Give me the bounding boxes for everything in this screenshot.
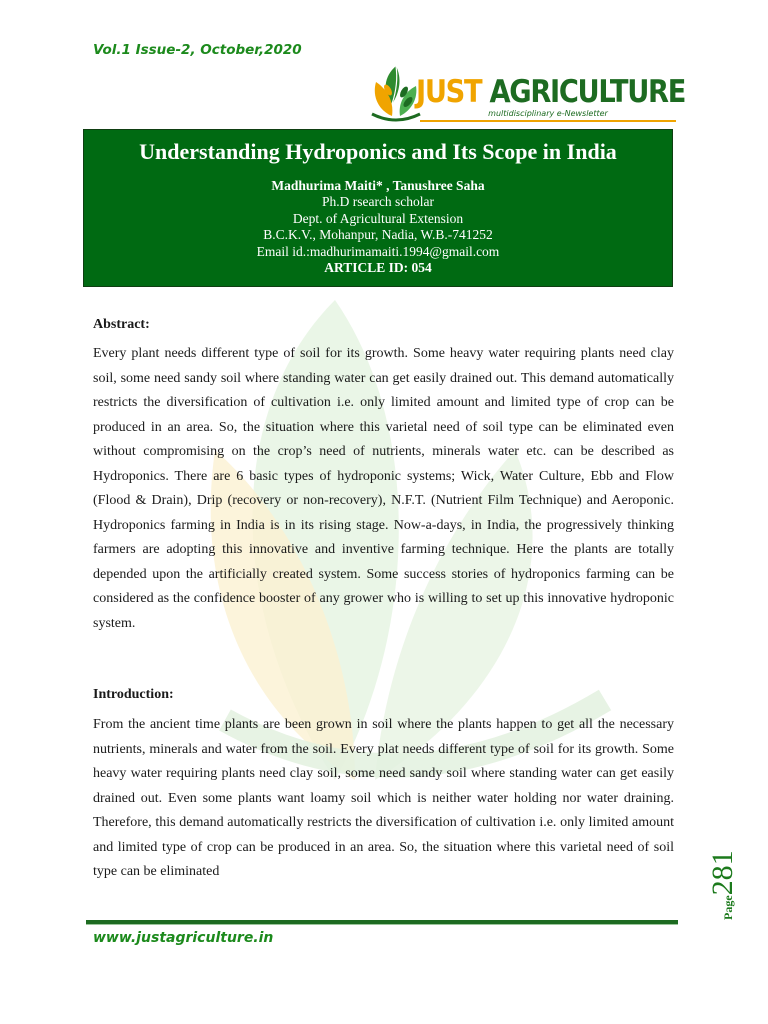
author-email: Email id.:madhurimamaiti.1994@gmail.com [256,243,500,259]
page-label: Page [721,895,735,920]
author-role: Ph.D rsearch scholar [321,194,435,209]
author-department: Dept. of Agricultural Extension [292,210,464,226]
article-title: Understanding Hydroponics and Its Scope in India [139,139,617,164]
abstract-heading: Abstract: [93,317,150,332]
introduction-paragraph: From the ancient time plants are been grown in soil where the plants happen to get all the necessary nutrients, minerals and water from the soil. Every plat needs different type of soil for its growth. Some heavy water requiring plants need clay soil, some need sandy soil where standing water can get easily drained out. Even some plants want loamy soil which is neither water holding nor water draining. Therefore, this demand automatically restricts the diversification of cultivation i.e. only limited amount and limited type of crop can be produced in an area. So, the situation where this varietal need of soil type can be eliminated [93,717,674,879]
logo-wordmark [416,76,685,108]
abstract-paragraph: Every plant needs different type of soil for its growth. Some heavy water requiring plants need clay soil, some need sandy soil where standing water can get easily drained out. This demand automatically restricts the diversification of cultivation i.e. only limited amount and limited type of crop can be produced in an area. So, the situation where this varietal need of soil type can be eliminated even without compromising on the crop’s need of nutrients, minerals water etc. can be described as Hydroponics. There are 6 basic types of hydroponic systems; Wick, Water Culture, Ebb and Flow (Flood & Drain), Drip (recovery or non-recovery), N.F.T. (Nutrient Film Technique) and Aeroponic. Hydroponics farming in India is in its rising stage. Now-a-days, in India, the progressively thinking farmers are adopting this innovative and inventive farming technique. Here the plants are totally depended upon the artificially created system. Some success stories of hydroponics farming can be considered as the confidence booster of any grower who is willing to set up this innovative hydroponic system. [93,346,674,631]
issue-info: Vol.1 Issue-2, October,2020 [93,42,302,58]
logo-tagline: multidisciplinary e-Newsletter [420,108,676,122]
page-digits: 281 [706,850,739,896]
title-banner [83,129,673,287]
author-address: B.C.K.V., Mohanpur, Nadia, W.B.-741252 [263,227,493,242]
just-agriculture-logo [366,62,686,124]
introduction-heading: Introduction: [93,687,174,702]
authors: Madhurima Maiti* , Tanushree Saha [271,178,485,193]
page-number [706,820,744,920]
footer-website-link[interactable]: www.justagriculture.in [93,930,274,946]
logo-word-agriculture: AGRICULTURE [489,74,686,110]
logo-word-just: JUST [416,74,490,110]
article-id: ARTICLE ID: 054 [324,260,432,275]
footer-divider [86,920,678,925]
